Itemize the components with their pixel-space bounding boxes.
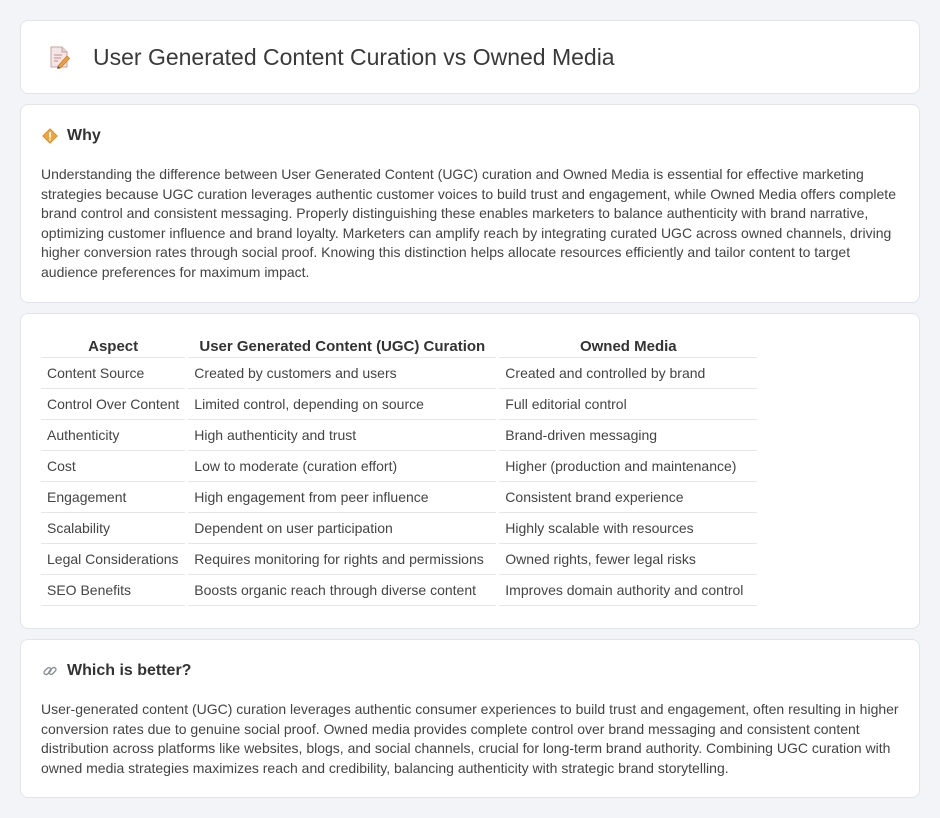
table-cell: Improves domain authority and control — [499, 575, 757, 606]
why-heading: Why — [67, 127, 101, 144]
table-row — [41, 389, 757, 420]
table-cell: Control Over Content — [41, 389, 185, 420]
table-cell: Owned rights, fewer legal risks — [499, 544, 757, 575]
column-header-ugc: User Generated Content (UGC) Curation — [188, 334, 496, 358]
column-header-owned: Owned Media — [499, 334, 757, 358]
table-cell: Limited control, depending on source — [188, 389, 496, 420]
table-cell: Created and controlled by brand — [499, 358, 757, 389]
table-cell: Scalability — [41, 513, 185, 544]
table-cell: Engagement — [41, 482, 185, 513]
table-cell: Requires monitoring for rights and permissions — [188, 544, 496, 575]
table-cell: Higher (production and maintenance) — [499, 451, 757, 482]
better-heading: Which is better? — [67, 662, 192, 679]
table-cell: SEO Benefits — [41, 575, 185, 606]
header-card — [20, 20, 920, 94]
table-row — [41, 482, 757, 513]
page-title: User Generated Content Curation vs Owned Media — [93, 43, 615, 70]
table-cell: Dependent on user participation — [188, 513, 496, 544]
table-cell: Authenticity — [41, 420, 185, 451]
table-cell: High authenticity and trust — [188, 420, 496, 451]
table-row — [41, 358, 757, 389]
comparison-section — [20, 313, 920, 629]
why-section — [20, 104, 920, 303]
table-cell: Full editorial control — [499, 389, 757, 420]
which-is-better-section — [20, 639, 920, 798]
comparison-table — [38, 334, 760, 606]
table-cell: Consistent brand experience — [499, 482, 757, 513]
table-cell: Created by customers and users — [188, 358, 496, 389]
table-cell: Boosts organic reach through diverse content — [188, 575, 496, 606]
table-row — [41, 513, 757, 544]
table-row — [41, 575, 757, 606]
warning-diamond-icon — [41, 127, 59, 145]
why-paragraph: Understanding the difference between User Generated Content (UGC) curation and Owned Media is essential for effective marketing strategies because UGC curation leverages authentic customer voices to build trust and engagement, while Owned Media offers complete brand control and consistent messaging. Properly distinguishing these enables marketers to balance authenticity with brand narrative, optimizing customer influence and brand loyalty. Marketers can amplify reach by integrating curated UGC across owned channels, driving higher conversion rates through social proof. Knowing this distinction helps allocate resources efficiently and tailor content to target audience preferences for maximum impact. — [41, 166, 896, 280]
table-cell: Content Source — [41, 358, 185, 389]
better-paragraph: User-generated content (UGC) curation leverages authentic consumer experiences to build trust and engagement, often resulting in higher conversion rates due to genuine social proof. Owned media provides complete control over brand messaging and consistent content distribution across platforms like websites, blogs, and social channels, crucial for long-term brand authority. Combining UGC curation with owned media strategies maximizes reach and credibility, balancing authenticity with strategic brand storytelling. — [41, 701, 899, 776]
why-heading-row — [41, 127, 899, 145]
document-pencil-icon — [45, 43, 73, 71]
table-row — [41, 544, 757, 575]
table-row — [41, 451, 757, 482]
table-cell: Legal Considerations — [41, 544, 185, 575]
table-cell: Highly scalable with resources — [499, 513, 757, 544]
better-heading-row — [41, 662, 899, 680]
link-icon — [41, 662, 59, 680]
table-header-row — [41, 334, 757, 358]
table-cell: High engagement from peer influence — [188, 482, 496, 513]
column-header-aspect: Aspect — [41, 334, 185, 358]
table-row — [41, 420, 757, 451]
table-cell: Brand-driven messaging — [499, 420, 757, 451]
table-cell: Low to moderate (curation effort) — [188, 451, 496, 482]
table-cell: Cost — [41, 451, 185, 482]
